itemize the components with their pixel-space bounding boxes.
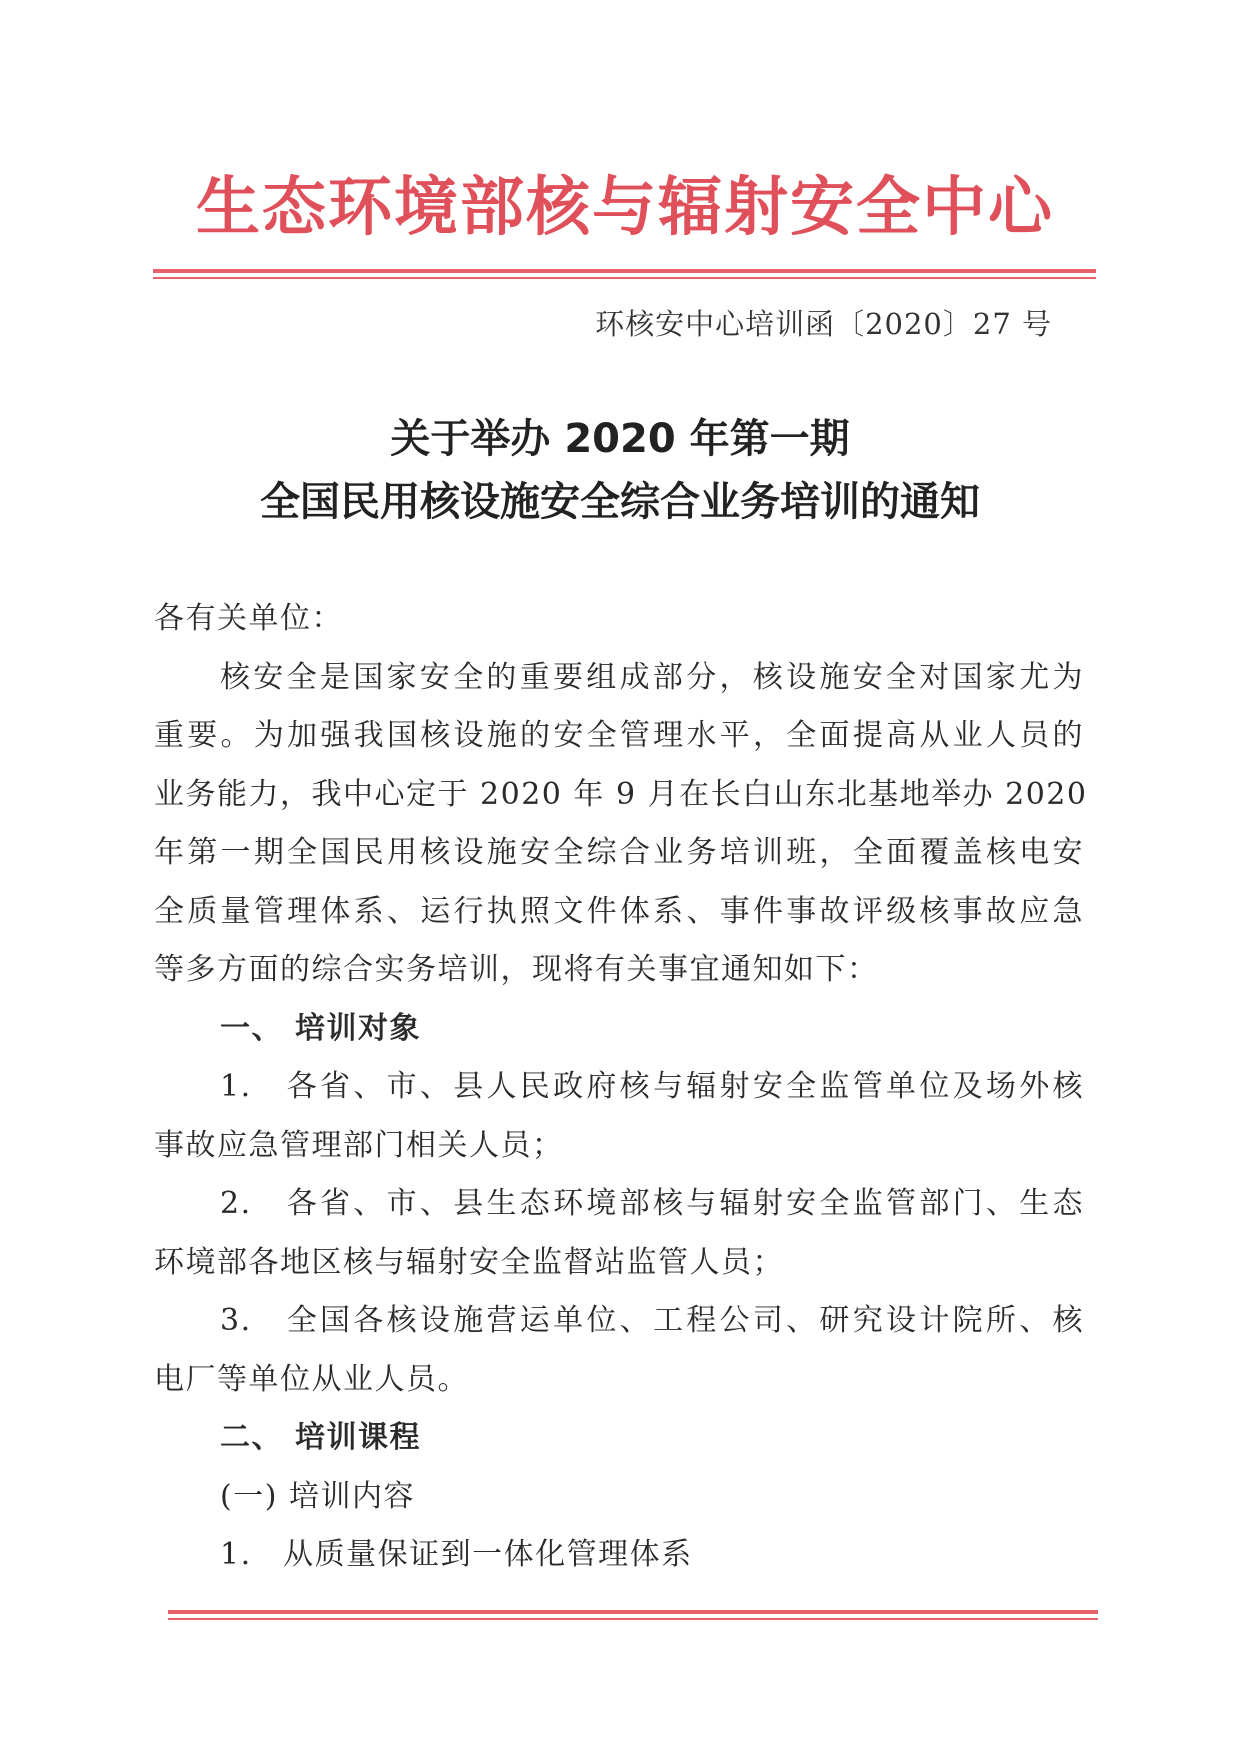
intro-line: 核安全是国家安全的重要组成部分，核设施安全对国家尤为 (220, 659, 1084, 695)
target-item: 1. 各省、市、县人民政府核与辐射安全监管单位及场外核 (220, 1069, 1084, 1104)
course-item: 1. 从质量保证到一体化管理体系 (220, 1537, 693, 1572)
footer-rule-bottom (168, 1618, 1098, 1620)
subsection-heading: (一) 培训内容 (220, 1478, 415, 1514)
intro-line: 年第一期全国民用核设施安全综合业务培训班，全面覆盖核电安 (154, 835, 1084, 870)
target-item-continued: 事故应急管理部门相关人员； (154, 1127, 564, 1163)
notice-title-line-2: 全国民用核设施安全综合业务培训的通知 (260, 479, 980, 525)
intro-line: 等多方面的综合实务培训，现将有关事宜通知如下： (154, 952, 879, 987)
target-item: 2. 各省、市、县生态环境部核与辐射安全监管部门、生态 (220, 1186, 1084, 1221)
document-number: 环核安中心培训函〔2020〕27 号 (595, 307, 1052, 341)
target-item-continued: 电厂等单位从业人员。 (154, 1361, 469, 1397)
notice-body (154, 590, 1088, 1585)
header-rule-top (153, 269, 1096, 273)
footer-rule-top (168, 1610, 1098, 1614)
section-heading-targets: 一、 培训对象 (220, 1010, 421, 1046)
notice-title-line-1: 关于举办 2020 年第一期 (390, 416, 850, 462)
header-rule-bottom (153, 277, 1096, 279)
intro-line: 业务能力，我中心定于 2020 年 9 月在长白山东北基地举办 2020 (154, 776, 1088, 812)
intro-line: 全质量管理体系、运行执照文件体系、事件事故评级核事故应急 (154, 893, 1084, 929)
section-heading-courses: 二、 培训课程 (220, 1420, 421, 1455)
intro-line: 重要。为加强我国核设施的安全管理水平，全面提高从业人员的 (154, 718, 1084, 753)
target-item: 3. 全国各核设施营运单位、工程公司、研究设计院所、核 (220, 1303, 1084, 1338)
salutation: 各有关单位： (154, 601, 343, 636)
organization-header: 生态环境部核与辐射安全中心 (196, 171, 1054, 245)
notice-title (150, 408, 1090, 534)
target-item-continued: 环境部各地区核与辐射安全监督站监管人员； (154, 1244, 784, 1280)
